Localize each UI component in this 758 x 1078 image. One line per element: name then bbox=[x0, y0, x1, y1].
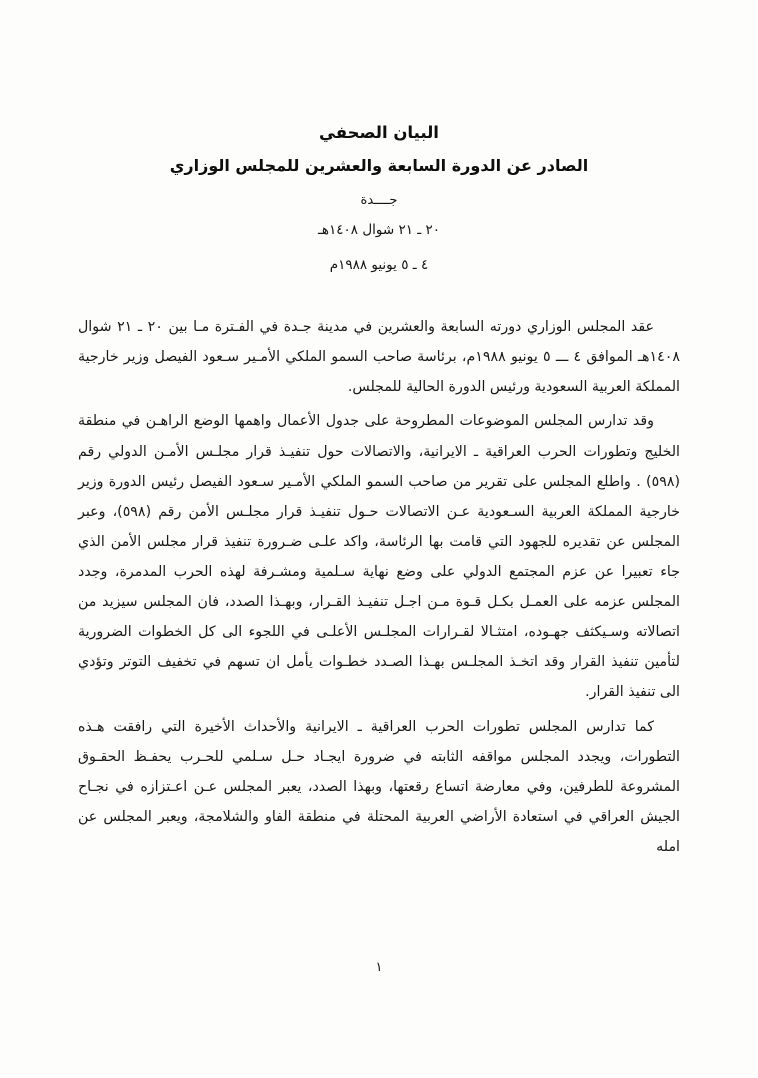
page-title: البيان الصحفي bbox=[319, 123, 439, 142]
page-number: ١ bbox=[375, 960, 383, 975]
body-text bbox=[78, 312, 680, 862]
title-block bbox=[78, 120, 680, 278]
paragraph-2: وقد تدارس المجلس الموضوعات المطروحة على جدول الأعمال واهمها الوضع الراهـن في منطقة الخليج وتطورات الحرب العراقية ـ الايرانية، والاتصالات حول تنفيـذ قرار مجلـس الأمـن الدولي رقم (٥٩٨) . واطلع المجلس على تقرير من صاحب السمو الملكي الأمـير سـعود الفيصل رئيس الدورة وزير خارجية المملكة العربية السـعودية عـن الاتصالات حـول تنفيـذ قرار مجلـس الأمن رقم (٥٩٨)، وعبر المجلس عن تقديره للجهود التي قامت بها الرئاسة، واكد علـى ضـرورة تنفيذ قرار مجلس الأمن الذي جاء تعبيرا عن عزم المجتمع الدولي على وضع نهاية سـلمية ومشـرفة لهذه الحرب المدمرة، وجدد المجلس عزمه على العمـل بكـل قـوة مـن اجـل تنفيـذ القـرار، وبهـذا الصدد، فان المجلس سيزيد من اتصالاته وسـيكثف جهـوده، امتثـالا لقـرارات المجلـس الأعلـى في اللجوء الى كل الخطوات الضرورية لتأمين تنفيذ القرار وقد اتخـذ المجلـس بهـذا الصـدد خطـوات يأمل ان تسهم في تخفيف التوتر وتؤدي الى تنفيذ القرار. bbox=[78, 413, 680, 701]
date-gregorian: ٤ ـ ٥ يونيو ١٩٨٨م bbox=[329, 257, 429, 274]
paragraph-1: عقد المجلس الوزاري دورته السابعة والعشرين في مدينة جـدة في الفـترة مـا بين ٢٠ ـ ٢١ شوال ١٤٠٨هـ الموافق ٤ ـــ ٥ يونيو ١٩٨٨م، برئاسة صاحب السمو الملكي الأمـير سـعود الفيصل وزير خارجية المملكة العربية السعودية ورئيس الدورة الحالية للمجلس. bbox=[78, 319, 680, 396]
date-hijri: ٢٠ ـ ٢١ شوال ١٤٠٨هـ bbox=[317, 222, 441, 239]
document-content bbox=[78, 120, 680, 862]
paragraph-3: كما تدارس المجلس تطورات الحرب العراقية ـ الايرانية والأحداث الأخيرة التي رافقت هـذه التطورات، ويجدد المجلس مواقفه الثابته في ضرورة ايجـاد حـل سـلمي للحـرب يحفـظ الحقـوق المشروعة للطرفين، وفي معارضة اتساع رقعتها، وبهذا الصدد، يعبر المجلس عـن اعـتزازه في نجـاح الجيش العراقي في استعادة الأراضي العربية المحتلة في منطقة الفاو والشلامجة، ويعبر المجلس عن امله bbox=[78, 718, 680, 855]
page-subtitle: الصادر عن الدورة السابعة والعشرين للمجلس الوزاري bbox=[169, 155, 589, 175]
place-line: جــــدة bbox=[360, 193, 398, 209]
